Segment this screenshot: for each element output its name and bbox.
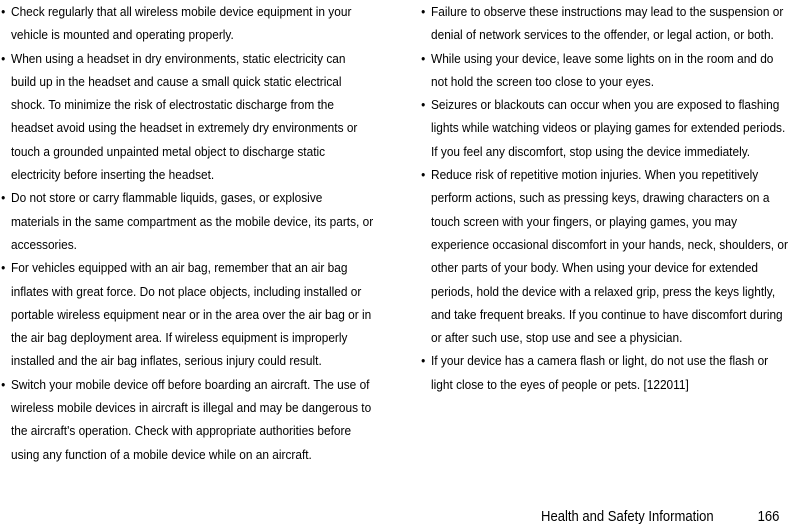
page-number: 166 [757, 509, 780, 525]
list-item: • Reduce risk of repetitive motion injuries. When you repetitively perform actions, such as pressing keys, drawing characters on a touch screen with your fingers, or playing games, you may experience occasional discomfort in your hands, neck, shoulders, or other parts of your body. When using your device for extended periods, hold the device with a relaxed grip, press the keys lightly, and take frequent breaks. If you continue to have discomfort during or after such use, stop use and see a physician. [422, 163, 792, 349]
list-item: • Do not store or carry flammable liquids, gases, or explosive materials in the same compartment as the mobile device, its parts, or accessories. [2, 186, 374, 256]
list-item: • For vehicles equipped with an air bag, remember that an air bag inflates with great force. Do not place objects, including installed or portable wireless equipment near or in the area over the air bag or in the air bag deployment area. If wireless equipment is improperly installed and the air bag inflates, serious injury could result. [2, 256, 374, 372]
list-item: • Failure to observe these instructions may lead to the suspension or denial of network services to the offender, or legal action, or both. [422, 0, 792, 47]
right-column [422, 0, 792, 396]
list-item: • If your device has a camera flash or light, do not use the flash or light close to the eyes of people or pets. [122011] [422, 349, 792, 396]
list-item: • Seizures or blackouts can occur when you are exposed to flashing lights while watching videos or playing games for extended periods. If you feel any discomfort, stop using the device immediately. [422, 93, 792, 163]
left-column [2, 0, 374, 466]
footer-section-title: Health and Safety Information [541, 509, 714, 525]
list-item: • Switch your mobile device off before boarding an aircraft. The use of wireless mobile devices in aircraft is illegal and may be dangerous to the aircraft's operation. Check with appropriate authorities before using any function of a mobile device while on an aircraft. [2, 373, 374, 466]
list-item: • When using a headset in dry environments, static electricity can build up in the headset and cause a small quick static electrical shock. To minimize the risk of electrostatic discharge from the headset avoid using the headset in extremely dry environments or touch a grounded unpainted metal object to discharge static electricity before inserting the headset. [2, 47, 374, 187]
list-item: • Check regularly that all wireless mobile device equipment in your vehicle is mounted and operating properly. [2, 0, 374, 47]
list-item: • While using your device, leave some lights on in the room and do not hold the screen too close to your eyes. [422, 47, 792, 94]
